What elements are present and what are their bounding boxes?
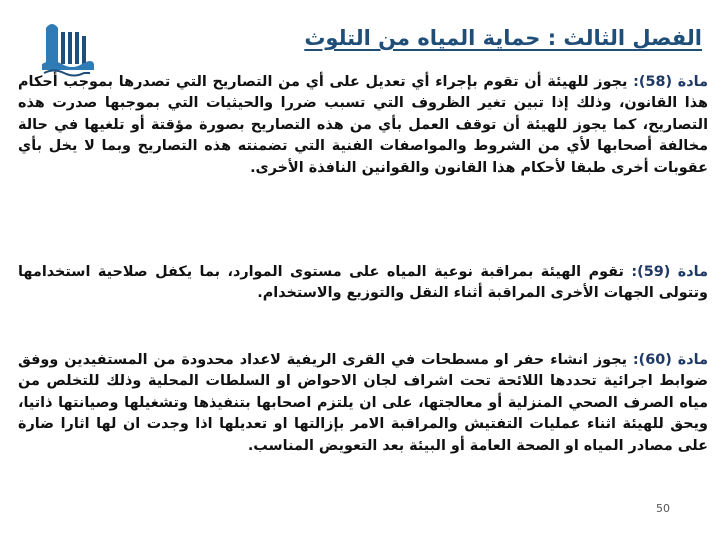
- article-text: يجوز انشاء حفر او مسطحات في القرى الريفية لاعداد محدودة من المستفيدين ووفق ضوابط اجرائية تحددها اللائحة تحت اشراف لجان الاحواض او السلطات المحلية وذلك للتخلص من مياه الصرف الصحي المنزلية أو معالجتها، على ان يلتزم اصحابها بتنفيذها وتشغيلها وصيانتها ذاتيا، ويحق للهيئة اثناء عمليات التفتيش والمراقبة الامر بإزالتها او تعديلها اذا وجدت ان لها اثارا ضارة على مصادر المياه او الصحة العامة أو البيئة بعد التعويض المناسب.: [18, 352, 708, 454]
- page-title: الفصل الثالث : حماية المياه من التلوث: [304, 26, 702, 50]
- article-label: مادة (60):: [632, 352, 708, 368]
- slide-header: [0, 0, 720, 64]
- article-59: [18, 262, 708, 305]
- article-label: مادة (59):: [631, 264, 708, 280]
- page-number: 50: [656, 502, 670, 515]
- article-text: تقوم الهيئة بمراقبة نوعية المياه على مستوى الموارد، بما يكفل صلاحية استخدامها وتتولى الجهات الأخرى المراقبة أثناء النقل والتوزيع والاستخدام.: [18, 264, 708, 302]
- article-text: يجوز للهيئة أن تقوم بإجراء أي تعديل على أي من التصاريح التي تصدرها بموجب أحكام هذا القانون، وذلك إذا تبين تغير الظروف التي تسبب ضررا والحيثيات التي بموجبها صدرت هذه التصاريح، كما يجوز للهيئة أن توقف العمل بأي من هذه التصاريح بصورة مؤقتة أو تلغيها في حالة مخالفة أصحابها لأي من الشروط والمواصفات الفنية التي تضمنته هذه التصاريح وبما لا يخل بأي عقوبات أخرى طبقا لأحكام هذا القانون والقوانين النافذة الأخرى.: [18, 74, 708, 176]
- article-label: مادة (58):: [633, 74, 708, 90]
- article-58: [18, 72, 708, 179]
- water-logo-icon: [38, 18, 96, 78]
- article-60: [18, 350, 708, 457]
